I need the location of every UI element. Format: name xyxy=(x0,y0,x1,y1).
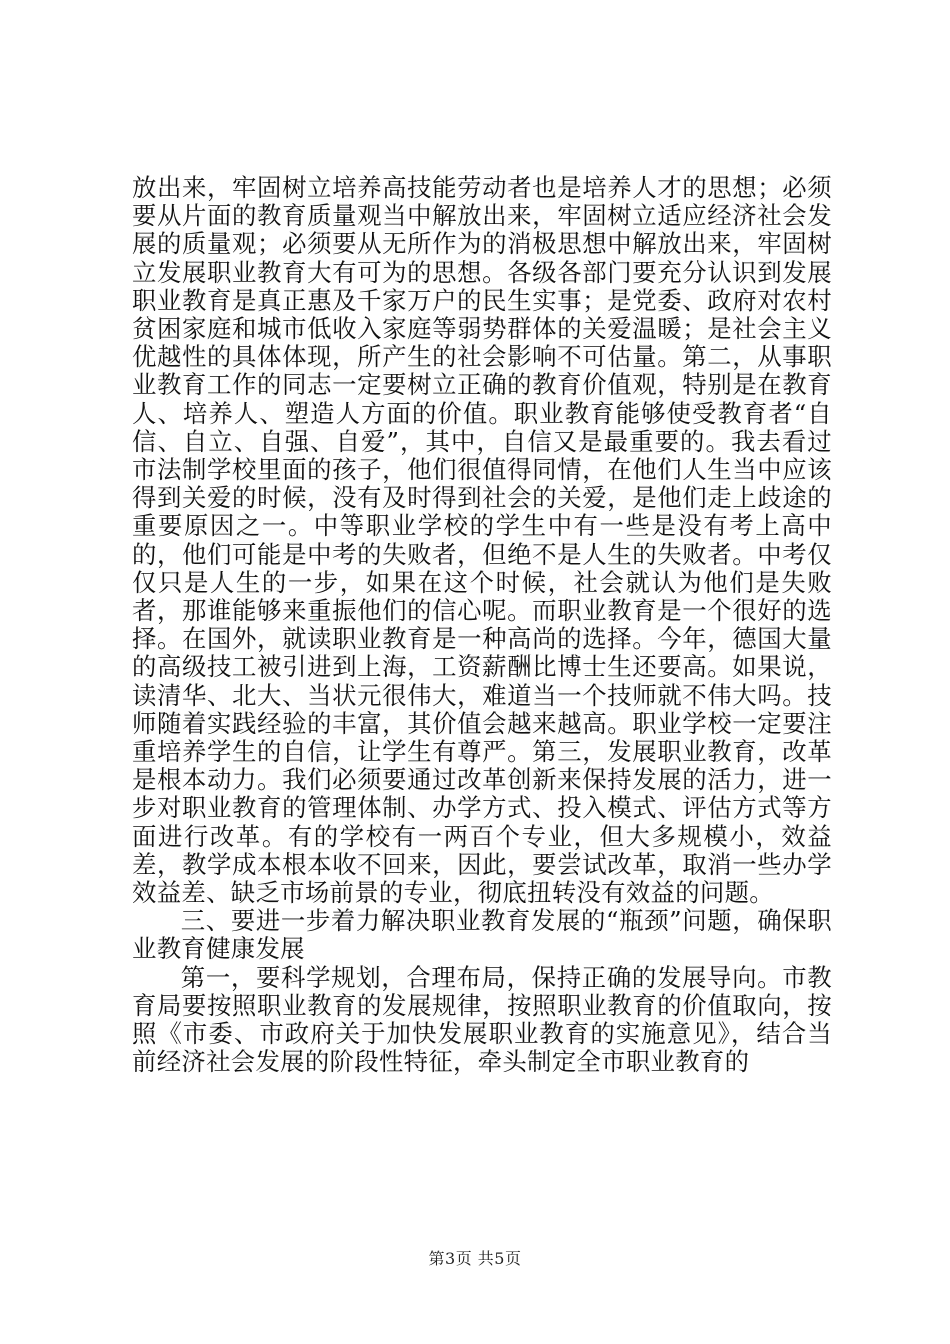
paragraph-first-point: 第一，要科学规划，合理布局，保持正确的发展导向。市教育局要按照职业教育的发展规律，按照职业教育的价值取向，按照《市委、市政府关于加快发展职业教育的实施意见》，结合当前经济社会发展的阶段性特征，牵头制定全市职业教育的 xyxy=(132,962,832,1077)
page-footer: 第3页 共5页 xyxy=(428,1249,522,1268)
paragraph-continuation: 放出来，牢固树立培养高技能劳动者也是培养人才的思想；必须要从片面的教育质量观当中解放出来，牢固树立适应经济社会发展的质量观；必须要从无所作为的消极思想中解放出来，牢固树立发展职业教育大有可为的思想。各级各部门要充分认识到发展职业教育是真正惠及千家万户的民生实事；是党委、政府对农村贫困家庭和城市低收入家庭等弱势群体的关爱温暖；是社会主义优越性的具体体现，所产生的社会影响不可估量。第二，从事职业教育工作的同志一定要树立正确的教育价值观，特别是在教育人、培养人、塑造人方面的价值。职业教育能够使受教育者“自信、自立、自强、自爱”，其中，自信又是最重要的。我去看过市法制学校里面的孩子，他们很值得同情，在他们人生当中应该得到关爱的时候，没有及时得到社会的关爱，是他们走上歧途的重要原因之一。中等职业学校的学生中有一些是没有考上高中的，他们可能是中考的失败者，但绝不是人生的失败者。中考仅仅只是人生的一步，如果在这个时候，社会就认为他们是失败者，那谁能够来重振他们的信心呢。而职业教育是一个很好的选择。在国外，就读职业教育是一种高尚的选择。今年，德国大量的高级技工被引进到上海，工资薪酬比博士生还要高。如果说，读清华、北大、当状元很伟大，难道当一个技师就不伟大吗。技师随着实践经验的丰富，其价值会越来越高。职业学校一定要注重培养学生的自信，让学生有尊严。第三，发展职业教育，改革是根本动力。我们必须要通过改革创新来保持发展的活力，进一步对职业教育的管理体制、办学方式、投入模式、评估方式等方面进行改革。有的学校有一两百个专业，但大多规模小，效益差，教学成本根本收不回来，因此，要尝试改革，取消一些办学效益差、缺乏市场前景的专业，彻底扭转没有效益的问题。 xyxy=(132,173,832,908)
document-body xyxy=(132,174,832,1077)
section-heading-three: 三、要进一步着力解决职业教育发展的“瓶颈”问题，确保职业教育健康发展 xyxy=(132,906,832,964)
